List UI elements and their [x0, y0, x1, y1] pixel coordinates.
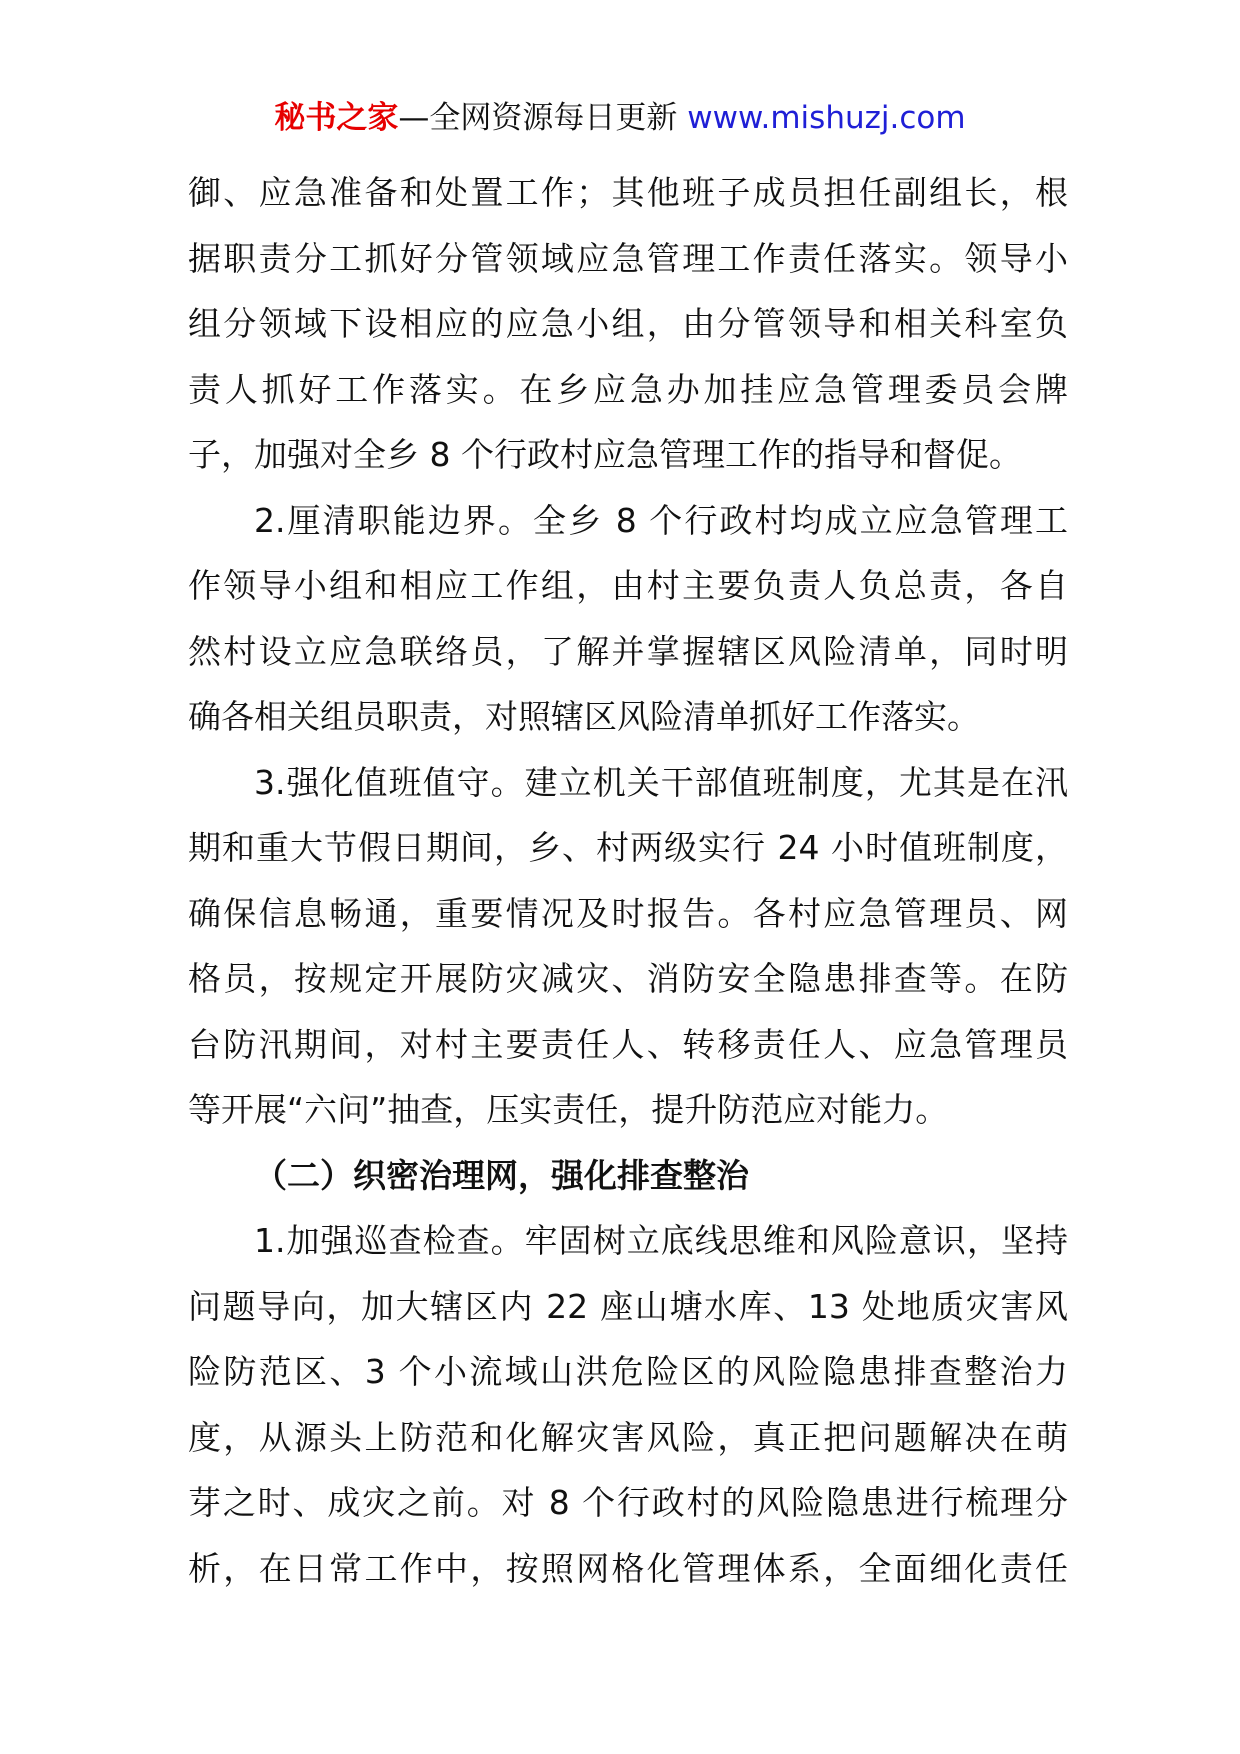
- text-line: 子，加强对全乡 8 个行政村应急管理工作的指导和督促。: [188, 435, 1022, 474]
- header-url-link[interactable]: www.mishuzj.com: [687, 100, 966, 136]
- section-heading: （二）织密治理网，强化排查整治: [254, 1155, 749, 1195]
- text-line: 据职责分工抓好分管领域应急管理工作责任落实。领导小: [188, 238, 1068, 278]
- text-line: 御、应急准备和处置工作；其他班子成员担任副组长，根: [188, 173, 1068, 212]
- text-line: 格员，按规定开展防灾减灾、消防安全隐患排查等。在防: [188, 959, 1068, 998]
- text-line: 确保信息畅通，重要情况及时报告。各村应急管理员、网: [188, 893, 1068, 933]
- text-line: 1.加强巡查检查。牢固树立底线思维和风险意识，坚持: [254, 1221, 1068, 1260]
- text-line: 3.强化值班值守。建立机关干部值班制度，尤其是在汛: [254, 762, 1068, 802]
- text-line: 期和重大节假日期间，乡、村两级实行 24 小时值班制度，: [188, 828, 1068, 867]
- text-line: 责人抓好工作落实。在乡应急办加挂应急管理委员会牌: [188, 369, 1068, 409]
- text-line: 作领导小组和相应工作组，由村主要负责人负总责，各自: [188, 566, 1068, 605]
- text-line: 问题导向，加大辖区内 22 座山塘水库、13 处地质灾害风: [188, 1286, 1068, 1326]
- text-line: 组分领域下设相应的应急小组，由分管领导和相关科室负: [188, 304, 1068, 343]
- header-brand: 秘书之家: [274, 100, 399, 136]
- text-line: 然村设立应急联络员，了解并掌握辖区风险清单，同时明: [188, 631, 1068, 671]
- text-line: 等开展“六问”抽查，压实责任，提升防范应对能力。: [188, 1090, 949, 1129]
- document-body: [188, 160, 1068, 1601]
- page-header: [0, 98, 1240, 138]
- text-line: 度，从源头上防范和化解灾害风险，真正把问题解决在萌: [188, 1417, 1068, 1457]
- text-line: 台防汛期间，对村主要责任人、转移责任人、应急管理员: [188, 1024, 1068, 1064]
- text-line: 险防范区、3 个小流域山洪危险区的风险隐患排查整治力: [188, 1352, 1068, 1391]
- text-line: 2.厘清职能边界。全乡 8 个行政村均成立应急管理工: [254, 500, 1068, 540]
- text-line: 确各相关组员职责，对照辖区风险清单抓好工作落实。: [188, 697, 980, 736]
- header-slogan: —全网资源每日更新: [398, 100, 678, 136]
- text-line: 芽之时、成灾之前。对 8 个行政村的风险隐患进行梳理分: [188, 1483, 1068, 1522]
- text-line: 析，在日常工作中，按照网格化管理体系，全面细化责任: [188, 1548, 1068, 1588]
